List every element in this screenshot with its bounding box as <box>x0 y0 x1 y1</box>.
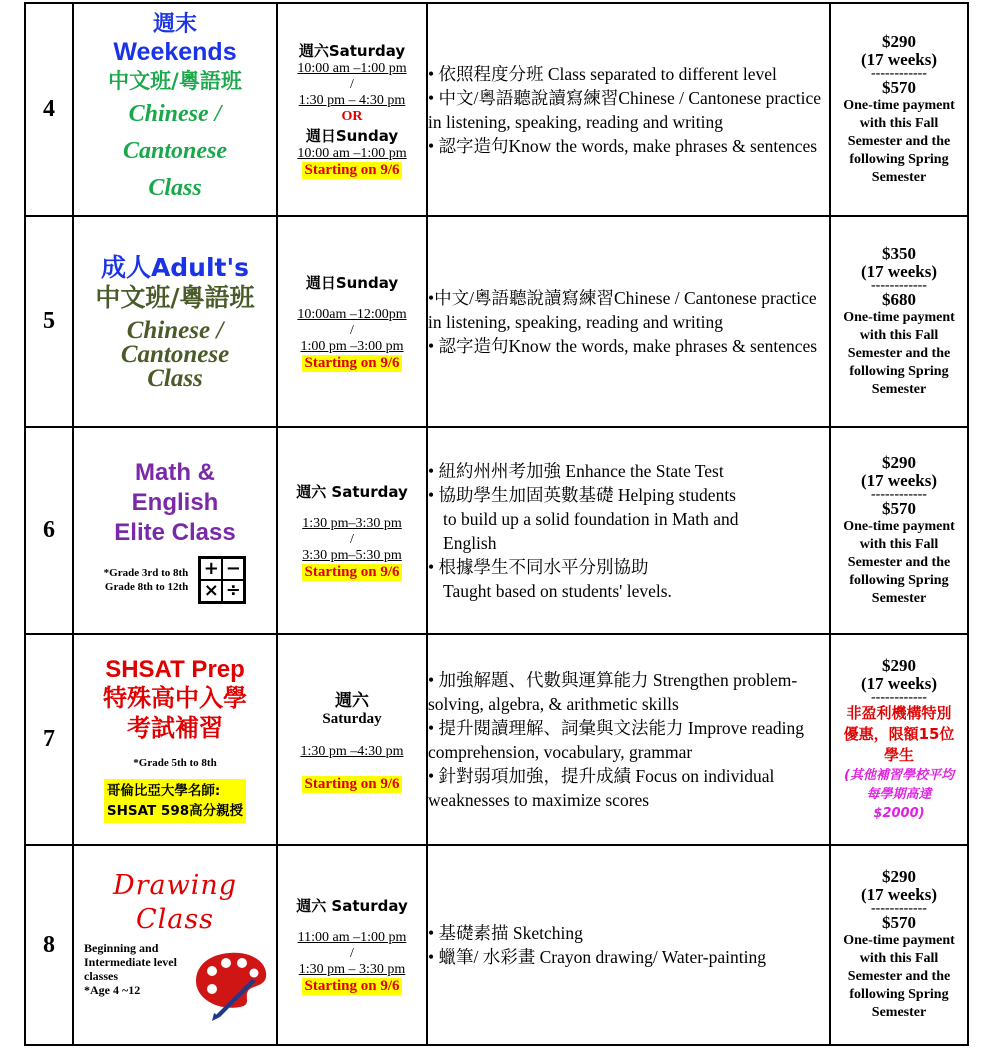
price-divider: ------------ <box>871 486 927 502</box>
plus-icon: + <box>200 558 222 580</box>
slash: / <box>350 946 354 961</box>
math-operators-icon <box>198 556 246 604</box>
class-title-3: 考試補習 <box>127 713 223 742</box>
teacher-line-1: 哥倫比亞大學名師: <box>106 782 221 799</box>
description-item: • 紐約州州考加強 Enhance the State Test <box>428 460 724 481</box>
start-date-badge: Starting on 9/6 <box>304 776 400 792</box>
day-label: 週六Saturday <box>298 42 406 60</box>
slash: / <box>350 531 354 547</box>
schedule-cell <box>277 216 427 427</box>
start-date-badge: Starting on 9/6 <box>304 978 400 994</box>
price-divider: ------------ <box>871 901 927 916</box>
class-name-cell <box>73 845 277 1045</box>
class-name-cell <box>73 3 277 216</box>
description-item: to build up a solid foundation in Math and <box>443 508 739 529</box>
weeks-label: (17 weeks) <box>860 261 937 281</box>
class-subtitle-en-3: Class <box>147 364 203 392</box>
price-divider: ------------ <box>871 277 927 293</box>
price-divider: ------------ <box>871 689 927 705</box>
price-divider: ------------ <box>871 65 927 81</box>
description-cell <box>427 634 830 845</box>
weeks-label: (17 weeks) <box>860 885 937 904</box>
time-slot: 1:30 pm – 4:30 pm <box>298 93 406 108</box>
description-item: English <box>443 532 497 553</box>
price-semester: $290 <box>882 31 916 51</box>
table-row <box>25 634 968 845</box>
start-date-badge: Starting on 9/6 <box>304 162 400 178</box>
paint-palette-icon <box>190 941 270 1021</box>
grade-info <box>104 566 189 594</box>
price-cell <box>830 634 968 845</box>
description-item: • 協助學生加固英數基礎 Helping students <box>428 484 736 505</box>
description-item: • 基礎素描 Sketching <box>428 923 583 943</box>
description-cell <box>427 3 830 216</box>
table-row <box>25 216 968 427</box>
time-slot: 1:30 pm –4:30 pm <box>300 744 404 759</box>
class-schedule-table <box>24 2 969 1046</box>
row-number: 4 <box>25 3 73 216</box>
description-cell <box>427 427 830 634</box>
promo-note: 非盈利機構特別優惠，限額15位學生 <box>843 703 955 764</box>
time-slot: 1:30 pm – 3:30 pm <box>298 962 406 977</box>
grade-line-2: Grade 8th to 12th <box>104 580 189 593</box>
description-item: • 針對弱項加強，提升成績 Focus on individual weaknesses to maximize scores <box>428 765 775 810</box>
teacher-line-2: SHSAT 598高分親授 <box>106 802 244 819</box>
price-full-year: $570 <box>882 498 916 518</box>
row-number: 5 <box>25 216 73 427</box>
price-semester: $290 <box>882 867 916 886</box>
description-item: • 提升閱讀理解、詞彙與文法能力 Improve reading comprehension, vocabulary, grammar <box>428 717 805 762</box>
row-number: 7 <box>25 634 73 845</box>
time-slot: 10:00am –12:00pm <box>297 306 407 322</box>
class-name-cell <box>73 216 277 427</box>
class-subtitle-en-3: Class <box>148 175 202 201</box>
description-item: • 蠟筆/ 水彩畫 Crayon drawing/ Water-painting <box>428 947 766 967</box>
description-item: • 根據學生不同水平分別協助 <box>428 556 649 577</box>
class-subtitle-en-1: Chinese / <box>128 101 222 127</box>
slash: / <box>350 322 354 338</box>
time-slot: 3:30 pm–5:30 pm <box>302 547 402 563</box>
or-label: OR <box>341 109 363 124</box>
description-item: • 依照程度分班 Class separated to different level <box>428 63 777 84</box>
class-title: 成人Adult's <box>100 252 250 282</box>
price-semester: $290 <box>882 452 916 472</box>
class-title-3: Elite Class <box>114 518 236 546</box>
price-semester: $290 <box>882 655 916 675</box>
schedule-cell <box>277 427 427 634</box>
price-cell <box>830 845 968 1045</box>
slash: / <box>350 77 354 92</box>
description-cell <box>427 216 830 427</box>
description-item: Taught based on students' levels. <box>443 580 672 601</box>
time-slot: 10:00 am –1:00 pm <box>297 146 407 161</box>
time-slot: 1:00 pm –3:00 pm <box>300 338 404 354</box>
class-title-2: English <box>131 488 219 516</box>
description-item: • 中文/粵語聽說讀寫練習Chinese / Cantonese practice in listening, speaking, reading and writing <box>428 87 821 132</box>
table-row <box>25 427 968 634</box>
minus-icon: − <box>222 558 244 580</box>
description-cell <box>427 845 830 1045</box>
price-cell <box>830 216 968 427</box>
row-number: 6 <box>25 427 73 634</box>
multiply-icon: × <box>200 580 222 602</box>
class-title-en: Weekends <box>113 38 237 66</box>
schedule-cell <box>277 3 427 216</box>
class-name-cell <box>73 634 277 845</box>
start-date-badge: Starting on 9/6 <box>304 354 400 371</box>
table-row <box>25 3 968 216</box>
weeks-label: (17 weeks) <box>860 470 937 490</box>
day-label: 週日Sunday <box>305 127 399 145</box>
weeks-label: (17 weeks) <box>860 49 937 69</box>
payment-note: One-time payment with this Fall Semester and the following Spring Semester <box>843 309 955 397</box>
class-subtitle-en-1: Chinese / <box>126 316 224 344</box>
start-date-badge: Starting on 9/6 <box>304 563 400 580</box>
weeks-label: (17 weeks) <box>860 673 937 693</box>
drawing-info <box>84 941 184 997</box>
description-item: •中文/粵語聽說讀寫練習Chinese / Cantonese practice in listening, speaking, reading and writing <box>428 287 817 332</box>
class-title-1: Math & <box>135 458 215 486</box>
divide-icon: ÷ <box>222 580 244 602</box>
class-subtitle-en-2: Cantonese <box>122 138 227 164</box>
price-full-year: $570 <box>882 913 916 932</box>
class-subtitle-en-2: Cantonese <box>120 340 230 368</box>
price-full-year: $570 <box>882 77 916 97</box>
schedule-cell <box>277 845 427 1045</box>
price-cell <box>830 427 968 634</box>
class-title-1: SHSAT Prep <box>105 655 245 683</box>
payment-note: One-time payment with this Fall Semester and the following Spring Semester <box>843 97 955 185</box>
payment-note: One-time payment with this Fall Semester and the following Spring Semester <box>843 518 955 606</box>
payment-note: One-time payment with this Fall Semester and the following Spring Semester <box>843 933 955 1020</box>
description-item: • 認字造句Know the words, make phrases & sentences <box>428 135 818 156</box>
price-semester: $350 <box>882 243 916 263</box>
class-subtitle-zh: 中文班/粵語班 <box>108 69 242 93</box>
teacher-highlight <box>104 779 246 823</box>
description-item: • 認字造句Know the words, make phrases & sentences <box>428 335 818 356</box>
schedule-cell <box>277 634 427 845</box>
day-label: 週六 Saturday <box>296 897 408 915</box>
row-number: 8 <box>25 845 73 1045</box>
promo-comparison: (其他補習學校平均每學期高達$2000) <box>844 767 954 821</box>
class-title-2: 特殊高中入學 <box>103 683 247 712</box>
class-title-zh: 週末 <box>152 12 197 37</box>
day-label: Saturday <box>322 711 382 727</box>
drawing-info-block <box>74 937 276 1021</box>
day-label: 週日Sunday <box>305 273 399 292</box>
table-row <box>25 845 968 1045</box>
grade-line-1: *Grade 3rd to 8th <box>103 566 189 579</box>
class-title: Drawing Class <box>112 870 238 935</box>
time-slot: 1:30 pm–3:30 pm <box>302 515 402 531</box>
day-label: 週六 <box>335 691 369 711</box>
class-subtitle-zh: 中文班/粵語班 <box>95 282 255 312</box>
class-name-cell <box>73 427 277 634</box>
price-full-year: $680 <box>882 289 916 309</box>
levels-label: Beginning and Intermediate level classes <box>84 941 177 983</box>
age-label: *Age 4 ~12 <box>84 983 141 997</box>
day-label: 週六 Saturday <box>296 482 408 501</box>
description-item: • 加強解題、代數與運算能力 Strengthen problem-solving, algebra, & arithmetic skills <box>428 669 798 714</box>
grade-block <box>74 556 276 604</box>
grade-info: *Grade 5th to 8th <box>133 756 217 769</box>
time-slot: 10:00 am –1:00 pm <box>297 61 407 76</box>
price-cell <box>830 3 968 216</box>
time-slot: 11:00 am –1:00 pm <box>297 930 407 945</box>
